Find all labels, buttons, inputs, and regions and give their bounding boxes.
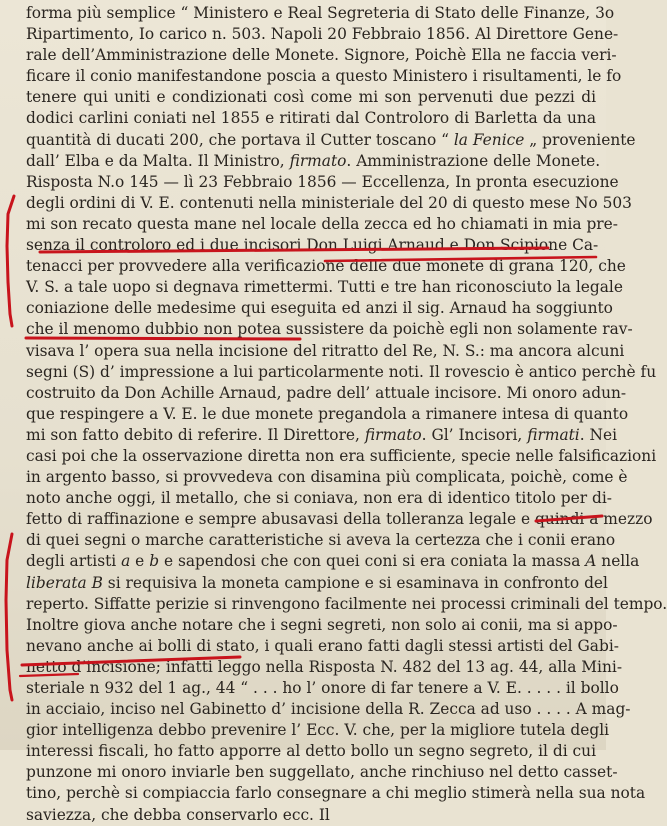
text-run: Inoltre giova anche notare che i segni segreti, non solo ai conii, ma si appo-	[26, 615, 618, 634]
text-line	[26, 699, 631, 720]
text-line	[26, 762, 618, 783]
text-line	[26, 214, 618, 235]
text-line	[26, 446, 657, 467]
text-run: netto d’incisione; infatti leggo nella Risposta N. 482 del 13 ag. 44, alla Mini-	[26, 657, 623, 676]
text-line	[26, 636, 619, 657]
text-line	[26, 151, 601, 172]
text-line	[26, 298, 613, 319]
text-run: tino, perchè si compiaccia farlo consegnare a chi meglio stimerà nella sua nota	[26, 784, 646, 803]
italic-text: la Fenice	[453, 130, 525, 149]
italic-text: a	[121, 552, 131, 571]
italic-text: firmato	[289, 151, 347, 170]
italic-text: firmati	[527, 425, 580, 444]
text-run: tenacci per provvedere alla verificazione delle due monete di grana 120, che	[26, 257, 626, 276]
text-run: visava l’ opera sua nella incisione del ritratto del Re, N. S.: ma ancora alcuni	[26, 341, 625, 360]
text-run: e	[130, 552, 150, 571]
text-run: coniazione delle medesime qui eseguita ed anzi il sig. Arnaud ha soggiunto	[26, 299, 613, 318]
text-run: mi son fatto debito di referire. Il Direttore,	[26, 425, 365, 444]
text-run: noto anche oggi, il metallo, che si coniava, non era di identico titolo per di-	[26, 489, 612, 508]
text-run: di quei segni o marche caratteristiche si aveva la certezza che i conii erano	[26, 531, 616, 550]
margin-bracket-top	[7, 196, 14, 326]
text-line	[26, 657, 623, 678]
text-run: reperto. Siffatte perizie si rinvengono facilmente nei processi criminali del tempo.	[26, 594, 667, 613]
text-line	[26, 425, 618, 446]
text-run: nella	[596, 552, 640, 571]
text-line	[26, 319, 633, 340]
text-run: degli ordini di V. E. contenuti nella ministeriale del 20 di questo mese No 503	[26, 193, 632, 212]
text-run: saviezza, che debba conservarlo ecc. Il	[26, 805, 330, 824]
text-run: che il menomo dubbio non potea sussistere da poichè egli non solamente rav-	[26, 320, 633, 339]
text-line	[26, 24, 619, 45]
text-run: punzone mi onoro inviarle ben suggellato, anche rinchiuso nel detto casset-	[26, 763, 618, 782]
text-line	[26, 3, 615, 24]
text-line	[26, 130, 636, 151]
text-run: rale dell’Amministrazione delle Monete. Signore, Poichè Ella ne faccia veri-	[26, 46, 617, 65]
text-line	[26, 172, 619, 193]
text-line	[26, 362, 657, 383]
text-line	[26, 615, 618, 636]
text-run: que respingere a V. E. le due monete pregandola a rimanere intesa di quanto	[26, 404, 629, 423]
text-run: mi son recato questa mane nel locale della zecca ed ho chiamati in mia pre-	[26, 214, 618, 233]
text-run: quantità di ducati 200, che portava il Cutter toscano “	[26, 130, 454, 149]
text-run: V. S. a tale uopo si degnava rimettermi. Tutti e tre han riconosciuto la legale	[26, 278, 623, 297]
text-run: . Gl’ Incisori,	[421, 425, 528, 444]
text-run: gior intelligenza debbo prevenire l’ Ecc. V. che, per la migliore tutela degli	[26, 721, 610, 740]
text-line	[26, 741, 596, 762]
text-line	[26, 193, 632, 214]
text-run: Ripartimento, Io carico n. 503. Napoli 20 Febbraio 1856. Al Direttore Gene-	[26, 25, 619, 44]
text-line	[26, 720, 610, 741]
text-run: e sapendosi che con quei coni si era coniata la massa	[159, 552, 586, 571]
text-line	[26, 341, 625, 362]
text-run: forma più semplice “ Ministero e Real Segreteria di Stato delle Finanze, 3o	[26, 4, 615, 22]
text-line	[26, 256, 626, 277]
text-run: Risposta N.o 145 — lì 23 Febbraio 1856 — Eccellenza, In pronta esecuzione	[26, 172, 619, 191]
text-line	[26, 87, 596, 108]
italic-text: A	[585, 552, 597, 571]
text-run: in acciaio, inciso nel Gabinetto d’ incisione della R. Zecca ad uso . . . . A mag-	[26, 700, 631, 719]
text-run: dodici carlini coniati nel 1855 e ritirati dal Controloro di Barletta da una	[26, 109, 596, 128]
text-line	[26, 678, 619, 699]
text-line	[26, 235, 599, 256]
margin-bracket-bottom	[6, 534, 12, 700]
text-run: in argento basso, si provvedeva con disamina più complicata, poichè, come è	[26, 468, 628, 487]
text-line	[26, 488, 612, 509]
text-run: nevano anche ai bolli di stato, i quali erano fatti dagli stessi artisti del Gabi-	[26, 636, 619, 655]
text-line	[26, 383, 627, 404]
text-run: ficare il conio manifestandone poscia a questo Ministero i risultamenti, le fo	[26, 67, 622, 86]
text-run: . Nei	[579, 425, 618, 444]
text-line	[26, 551, 640, 572]
text-run: fetto di raffinazione e sempre abusavasi della tolleranza legale e quindi a mezzo	[26, 510, 653, 529]
text-line	[26, 530, 616, 551]
page-text	[26, 3, 667, 826]
text-line	[26, 66, 622, 87]
text-line	[26, 108, 596, 129]
text-run: segni (S) d’ impressione a lui particolarmente noti. Il rovescio è antico perchè fu	[26, 362, 657, 381]
text-line	[26, 509, 653, 530]
italic-text: firmato	[364, 425, 422, 444]
text-run: costruito da Don Achille Arnaud, padre dell’ attuale incisore. Mi onoro adun-	[26, 383, 627, 402]
text-line	[26, 594, 667, 615]
text-run: dall’ Elba e da Malta. Il Ministro,	[26, 151, 290, 170]
text-line	[26, 805, 596, 826]
text-run: degli artisti	[26, 552, 122, 571]
text-line	[26, 45, 617, 66]
italic-text: liberata B	[26, 573, 103, 592]
text-run: tenere qui uniti e condizionati così come mi son pervenuti due pezzi di	[26, 88, 596, 107]
text-run: steriale n 932 del 1 ag., 44 “ . . . ho l’ onore di far tenere a V. E. . . . . il bollo	[26, 679, 619, 697]
text-run: interessi fiscali, ho fatto apporre al detto bollo un segno segreto, il di cui	[26, 742, 596, 761]
text-line	[26, 277, 623, 298]
text-line	[26, 783, 646, 804]
text-run: casi poi che la osservazione diretta non era sufficiente, specie nelle falsificazioni	[26, 446, 657, 465]
text-run: „ proveniente	[524, 130, 636, 149]
text-run: . Amministrazione delle Monete.	[346, 151, 601, 170]
text-line	[26, 404, 629, 425]
text-line	[26, 573, 608, 594]
text-run: senza il controloro ed i due incisori Don Luigi Arnaud e Don Scipione Ca-	[26, 236, 599, 255]
text-run: si requisiva la moneta campione e si esaminava in confronto del	[102, 573, 608, 592]
text-line	[26, 467, 628, 488]
italic-text: b	[149, 552, 160, 571]
